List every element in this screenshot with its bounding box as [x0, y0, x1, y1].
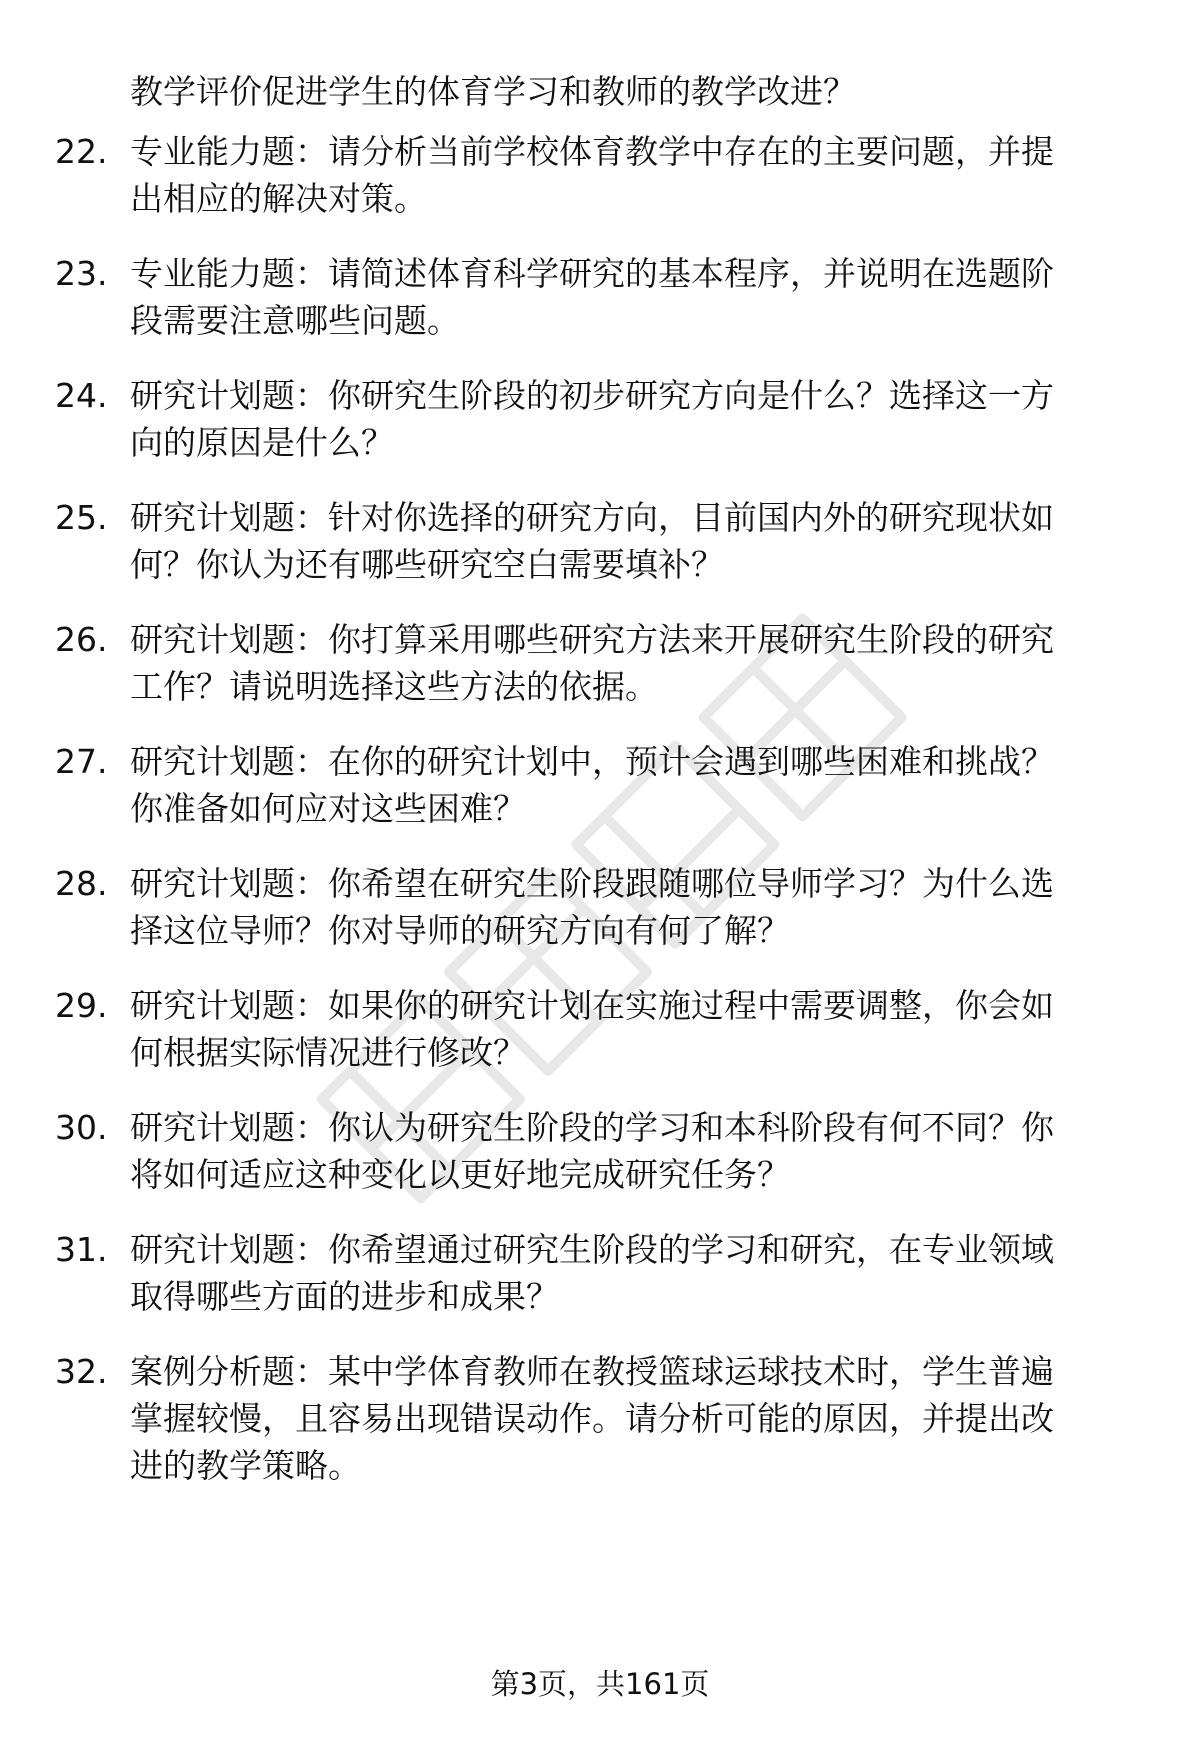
question-number: 25.	[55, 498, 108, 537]
question-number: 28.	[55, 864, 108, 903]
question-text: 研究计划题：在你的研究计划中，预计会遇到哪些困难和挑战？ 你准备如何应对这些困难？	[130, 742, 1054, 828]
question-number: 24.	[55, 376, 108, 415]
question-text: 案例分析题：某中学体育教师在教授篮球运球技术时，学生普遍 掌握较慢，且容易出现错误动作。请分析可能的原因，并提出改 进的教学策略。	[130, 1352, 1054, 1485]
question-text: 研究计划题：你打算采用哪些研究方法来开展研究生阶段的研究 工作？请说明选择这些方法的依据。	[130, 620, 1054, 706]
page-footer: 第3页，共161页	[490, 1667, 710, 1701]
question-number: 26.	[55, 620, 108, 659]
question-text: 专业能力题：请分析当前学校体育教学中存在的主要问题，并提 出相应的解决对策。	[130, 132, 1054, 218]
question-number: 30.	[55, 1108, 108, 1147]
question-text: 研究计划题：你希望在研究生阶段跟随哪位导师学习？为什么选 择这位导师？你对导师的研究方向有何了解？	[130, 864, 1054, 950]
question-number: 31.	[55, 1230, 108, 1269]
question-text: 研究计划题：你研究生阶段的初步研究方向是什么？选择这一方 向的原因是什么？	[130, 376, 1054, 462]
continuation-text: 教学评价促进学生的体育学习和教师的教学改进？	[130, 72, 856, 111]
question-number: 22.	[55, 132, 108, 171]
question-number: 23.	[55, 254, 108, 293]
question-text: 专业能力题：请简述体育科学研究的基本程序，并说明在选题阶 段需要注意哪些问题。	[130, 254, 1054, 340]
question-number: 32.	[55, 1352, 108, 1391]
question-number: 29.	[55, 986, 108, 1025]
question-number: 27.	[55, 742, 108, 781]
question-text: 研究计划题：你希望通过研究生阶段的学习和研究，在专业领域 取得哪些方面的进步和成果？	[130, 1230, 1054, 1316]
question-text: 研究计划题：你认为研究生阶段的学习和本科阶段有何不同？你 将如何适应这种变化以更好地完成研究任务？	[130, 1108, 1054, 1194]
question-text: 研究计划题：针对你选择的研究方向，目前国内外的研究现状如 何？你认为还有哪些研究空白需要填补？	[130, 498, 1054, 584]
question-text: 研究计划题：如果你的研究计划在实施过程中需要调整，你会如 何根据实际情况进行修改？	[130, 986, 1054, 1072]
